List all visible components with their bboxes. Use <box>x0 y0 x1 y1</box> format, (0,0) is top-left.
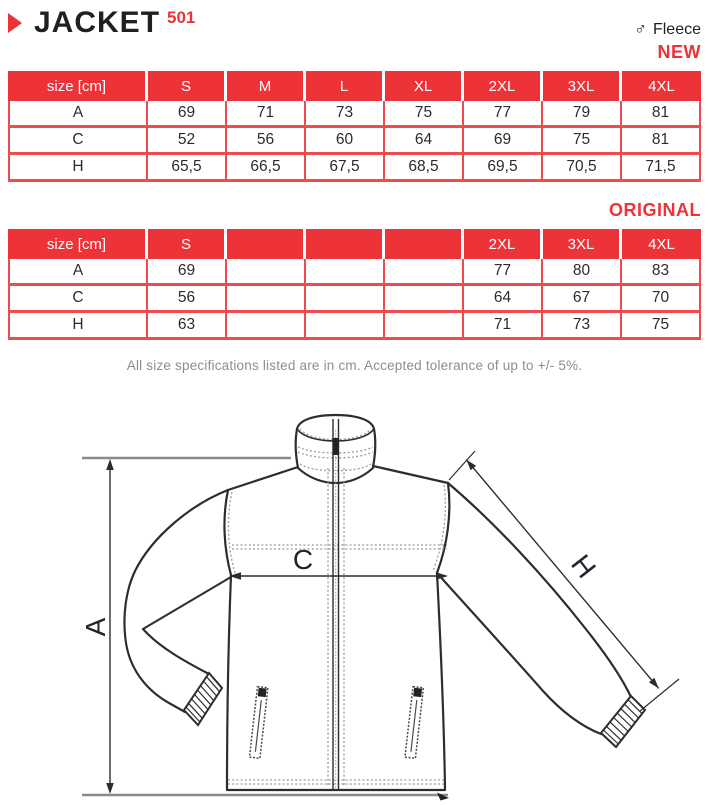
cell: 65,5 <box>148 155 227 182</box>
cell: 73 <box>543 313 622 340</box>
cell: 64 <box>385 128 464 155</box>
dimension-a-label: A <box>80 617 111 637</box>
cell: 71 <box>227 101 306 128</box>
cell: 83 <box>622 259 701 286</box>
row-label: A <box>8 101 148 128</box>
table-header-row <box>8 71 701 101</box>
cell: 66,5 <box>227 155 306 182</box>
dimension-a <box>80 459 114 794</box>
col-header <box>306 229 385 259</box>
right-pocket <box>405 687 423 759</box>
col-header: 4XL <box>622 229 701 259</box>
cell: 70,5 <box>543 155 622 182</box>
col-header: M <box>227 71 306 101</box>
cell: 52 <box>148 128 227 155</box>
cell: 81 <box>622 101 701 128</box>
cell: 68,5 <box>385 155 464 182</box>
col-header: S <box>148 71 227 101</box>
size-table-new <box>8 71 701 182</box>
male-icon: ♂ <box>634 19 647 38</box>
page-title <box>34 6 195 40</box>
col-header <box>385 229 464 259</box>
category-label <box>634 19 701 39</box>
cell: 56 <box>148 286 227 313</box>
right-cuff <box>601 696 645 747</box>
cell: 77 <box>464 259 543 286</box>
cell <box>227 313 306 340</box>
cell: 67 <box>543 286 622 313</box>
cell: 77 <box>464 101 543 128</box>
col-header: 2XL <box>464 71 543 101</box>
cell: 75 <box>543 128 622 155</box>
cell: 69 <box>148 101 227 128</box>
cell: 69,5 <box>464 155 543 182</box>
cell: 56 <box>227 128 306 155</box>
dimension-h <box>449 451 679 711</box>
guide-lines <box>82 458 448 795</box>
col-header: L <box>306 71 385 101</box>
cell <box>306 286 385 313</box>
col-header: 2XL <box>464 229 543 259</box>
row-label: H <box>8 155 148 182</box>
cell: 64 <box>464 286 543 313</box>
col-header: XL <box>385 71 464 101</box>
cell: 75 <box>385 101 464 128</box>
col-header: S <box>148 229 227 259</box>
dimension-c-label: C <box>292 544 314 575</box>
dimension-h-label: H <box>565 548 603 584</box>
zipper <box>333 419 340 789</box>
cell: 69 <box>148 259 227 286</box>
table-row <box>8 259 701 286</box>
table-row <box>8 101 701 128</box>
product-name: JACKET <box>34 6 161 39</box>
new-badge: NEW <box>657 42 701 62</box>
col-header <box>227 229 306 259</box>
cell: 67,5 <box>306 155 385 182</box>
size-table-original <box>8 229 701 340</box>
left-pocket <box>249 687 267 759</box>
category-name: Fleece <box>652 21 701 38</box>
col-header: 3XL <box>543 229 622 259</box>
cell: 80 <box>543 259 622 286</box>
product-code: 501 <box>167 8 196 27</box>
left-cuff <box>184 673 222 725</box>
cell: 71 <box>464 313 543 340</box>
cell <box>227 259 306 286</box>
table-row <box>8 128 701 155</box>
cell <box>385 286 464 313</box>
col-header: 4XL <box>622 71 701 101</box>
hem-corner-tick <box>437 793 449 801</box>
row-label: C <box>8 128 148 155</box>
cell: 75 <box>622 313 701 340</box>
table-row <box>8 286 701 313</box>
row-label: H <box>8 313 148 340</box>
cell: 63 <box>148 313 227 340</box>
cell: 73 <box>306 101 385 128</box>
table-row <box>8 155 701 182</box>
cell: 60 <box>306 128 385 155</box>
tolerance-note: All size specifications listed are in cm. Accepted tolerance of up to +/- 5%. <box>126 358 583 373</box>
col-header: size [cm] <box>8 71 148 101</box>
zipper-pull <box>333 438 340 455</box>
col-header: size [cm] <box>8 229 148 259</box>
cell <box>385 259 464 286</box>
red-arrow-icon <box>8 13 22 33</box>
cell <box>227 286 306 313</box>
row-label: A <box>8 259 148 286</box>
jacket-technical-drawing <box>0 400 709 805</box>
cell: 79 <box>543 101 622 128</box>
cell: 71,5 <box>622 155 701 182</box>
table-header-row <box>8 229 701 259</box>
jacket-outline <box>124 415 631 790</box>
row-label: C <box>8 286 148 313</box>
cell: 70 <box>622 286 701 313</box>
cell: 69 <box>464 128 543 155</box>
cell <box>306 313 385 340</box>
cell <box>385 313 464 340</box>
table-row <box>8 313 701 340</box>
cell <box>306 259 385 286</box>
cell: 81 <box>622 128 701 155</box>
col-header: 3XL <box>543 71 622 101</box>
original-badge: ORIGINAL <box>609 200 701 220</box>
